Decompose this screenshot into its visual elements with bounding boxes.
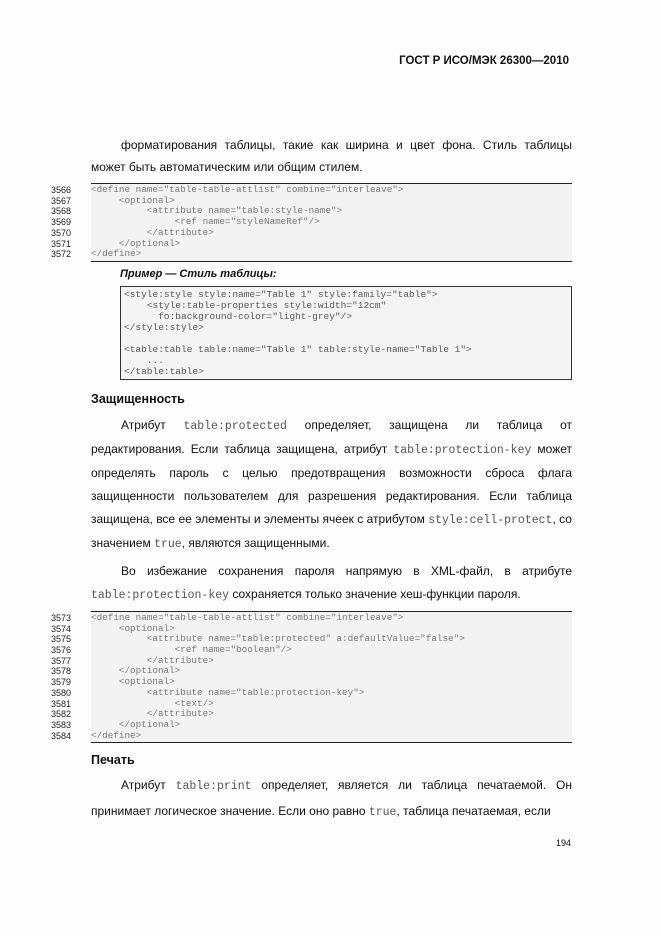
code-term: table:protected (183, 419, 287, 433)
text: определяет, является ли таблица печатаемой. Он принимает логическое значение. Если оно равно (91, 778, 573, 819)
text: , являются защищенными. (181, 535, 330, 550)
text: , таблица печатаемая, если (396, 804, 551, 819)
paragraph (91, 560, 572, 607)
document-header: ГОСТ Р ИСО/МЭК 26300—2010 (399, 55, 569, 67)
code-term: style:cell-protect (428, 513, 553, 527)
text: Во избежание сохранения пароля напрямую в XML-файл, в атрибуте (121, 563, 572, 578)
text: определяет, защищена ли таблица от редактирования. Если таблица защищена, атрибут (91, 417, 572, 456)
code-block-container (51, 183, 572, 262)
example-code-box: <style:style style:name="Table 1" style:family="table"> <style:table-properties style:width="12cm" fo:background-color="light-grey"/> </style:style> <table:table table:name="Table 1" table:style-name="Table 1"> ... </table:table> (120, 286, 572, 380)
code-term: table:protection-key (91, 588, 230, 602)
section-heading: Печать (91, 753, 135, 768)
text: , со значением (91, 511, 572, 550)
code-term: table:print (175, 780, 252, 794)
text: сохраняется только значение хеш-функции пароля. (229, 586, 521, 601)
code-block: <define name="table-table-attlist" combine="interleave"> <optional> <attribute name="table:protected" a:defaultValue="false"> <ref name="boolean"/> </attribute> </optional> <optional> <attribute name="table:protection-key"> <text/> </attribute> </optional> </define> (91, 611, 465, 741)
code-block: <define name="table-table-attlist" combine="interleave"> <optional> <attribute name="table:style-name"> <ref name="styleNameRef"/> </attribute> </optional> </define> (91, 184, 404, 260)
document-body (51, 134, 573, 825)
text: может определять пароль с целью предотвращения возможности сброса флага защищенности пользователем для разрешения редактирования. Если таблица защищена, все ее элементы и элементы ячеек с атрибутом (91, 441, 572, 526)
text: Атрибут (121, 417, 184, 432)
section-heading: Защищенность (91, 391, 185, 406)
intro-paragraph: форматирования таблицы, такие как ширина и цвет фона. Стиль таблицы может быть автоматическим или общим стилем. (91, 138, 572, 174)
page-number: 194 (556, 838, 572, 848)
paragraph (91, 414, 572, 556)
code-term: table:protection-key (393, 443, 532, 457)
paragraph (91, 773, 572, 825)
line-numbers: 3573 3574 3575 3576 3577 3578 3579 3580 3581 3582 3583 3584 (51, 612, 72, 741)
text: Атрибут (121, 778, 176, 793)
code-term: true (154, 537, 182, 551)
code-block-container (51, 611, 572, 743)
code-term: true (368, 806, 397, 820)
line-numbers: 3566 3567 3568 3569 3570 3571 3572 (51, 185, 72, 260)
example-title: Пример — Стиль таблицы: (120, 267, 277, 280)
